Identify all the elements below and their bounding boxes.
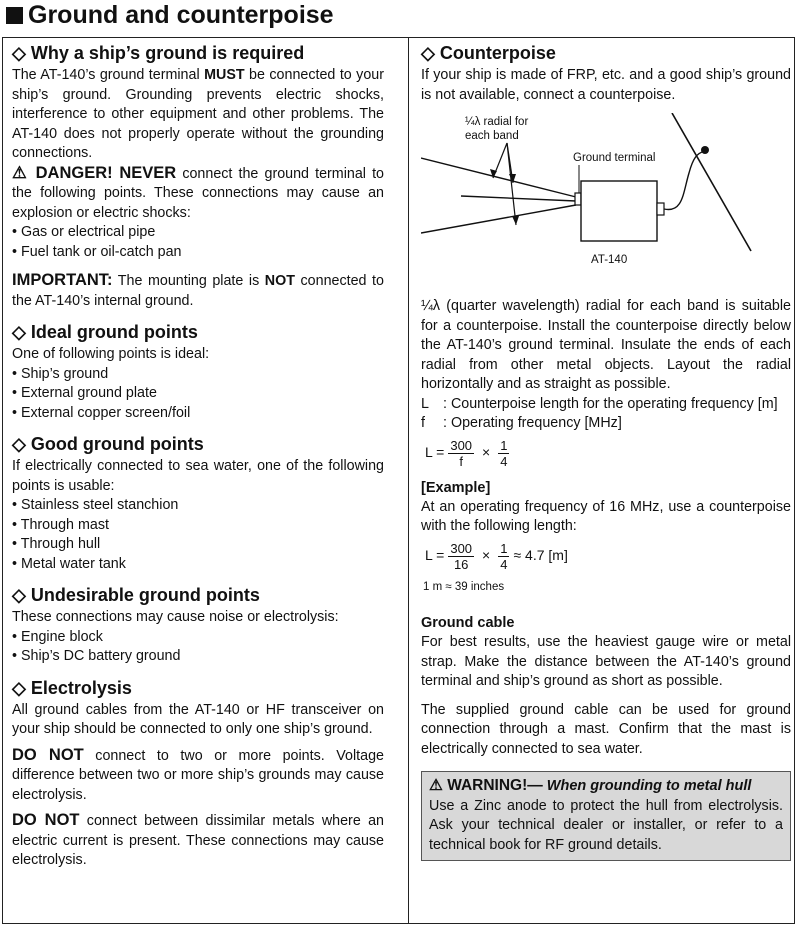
electrolysis-p2-text: connect to two or more points. Voltage difference between two or more ship’s grounds may cause electrolysis. (12, 747, 384, 803)
example-fraction-2 (498, 541, 509, 572)
fig-device-label: AT-140 (591, 254, 628, 266)
heading-electrolysis: ◇ Electrolysis (12, 677, 132, 698)
example-result: ≈ 4.7 [m] (513, 547, 568, 564)
danger-list (12, 223, 384, 262)
formula-lhs: L = (425, 444, 445, 461)
counterpoise-diagram (421, 113, 791, 283)
important-not: NOT (264, 273, 295, 289)
page-title (6, 0, 334, 32)
example-times: × (482, 547, 491, 564)
left-column (12, 41, 384, 871)
ground-terminal-shape (575, 193, 581, 205)
definition-f-text: : Operating frequency [MHz] (443, 415, 622, 431)
section-electrolysis (12, 676, 384, 871)
at140-box (581, 181, 657, 241)
fig-ground-terminal-label: Ground terminal (573, 152, 656, 164)
formula-den-2: 4 (500, 453, 508, 469)
list-item: • External copper screen/foil (12, 404, 384, 424)
danger-label: ⚠ DANGER! NEVER (12, 163, 177, 182)
undesirable-intro: These connections may cause noise or electrolysis: (12, 609, 339, 625)
why-ground-paragraph (12, 66, 384, 164)
list-item: • Engine block (12, 628, 384, 648)
list-item: • Ship’s ground (12, 365, 384, 385)
formula-den-1: f (459, 453, 463, 469)
do-not-label: DO NOT (12, 811, 80, 829)
warning-heading (429, 775, 783, 797)
list-item: • Gas or electrical pipe (12, 223, 384, 243)
page-title-text: Ground and counterpoise (28, 1, 334, 29)
definition-L-key: L (421, 395, 429, 412)
warning-title: ⚠ WARNING!— (429, 777, 543, 794)
heading-ground-cable: Ground cable (421, 615, 515, 631)
example-formula (425, 541, 791, 572)
example-num-2: 1 (500, 540, 508, 556)
column-divider (408, 37, 409, 924)
formula-fraction-2 (498, 438, 509, 469)
section-ground-cable (421, 613, 791, 759)
electrolysis-p1: All ground cables from the AT-140 or HF transceiver on your ship should be connected to only one ship’s ground. (12, 701, 384, 737)
fig-radial-label-2: each band (465, 130, 519, 142)
heading-good: ◇ Good ground points (12, 434, 204, 454)
example-den-2: 4 (500, 556, 508, 572)
important-text-b: The mounting plate is (112, 273, 265, 289)
example-text: At an operating frequency of 16 MHz, use a counterpoise with the following length: (421, 498, 791, 534)
mast-line (672, 113, 751, 251)
heading-ideal: ◇ Ideal ground points (12, 322, 198, 342)
formula-fraction-1 (448, 438, 474, 469)
good-intro: If electrically connected to sea water, one of the following points is usable: (12, 458, 384, 494)
why-text-c: be connected to your ship’s ground. Grounding prevents electric shocks, interference to other equipment and other problems. The AT-140 does not properly operate without the grounding connections. (12, 67, 384, 161)
heading-why-ground: ◇ Why a ship’s ground is required (12, 43, 305, 63)
radial-line-lower (421, 205, 576, 233)
important-paragraph (12, 271, 384, 311)
definition-f-key: f (421, 415, 425, 431)
definition-L (421, 395, 791, 415)
list-item: • Stainless steel stanchion (12, 496, 384, 516)
good-list (12, 496, 384, 574)
do-not-label: DO NOT (12, 745, 84, 764)
list-item: • Metal water tank (12, 555, 384, 575)
why-must: MUST (204, 67, 245, 83)
mast-connection-point (701, 146, 709, 154)
counterpoise-formula (425, 438, 791, 469)
definition-L-text: : Counterpoise length for the operating frequency [m] (443, 395, 778, 412)
section-example (421, 478, 791, 598)
heading-undesirable: ◇ Undesirable ground points (12, 585, 260, 605)
unit-conversion: 1 m ≈ 39 inches (423, 580, 505, 593)
list-item: • External ground plate (12, 384, 384, 404)
electrolysis-p2 (12, 746, 384, 806)
warning-text: Use a Zinc anode to protect the hull from electrolysis. Ask your technical dealer or installer, or refer to a technical book for RF ground details. (429, 797, 783, 853)
list-item: • Through hull (12, 535, 384, 555)
warning-subtitle: When grounding to metal hull (542, 778, 752, 794)
warning-box (421, 771, 791, 861)
section-ideal (12, 320, 384, 423)
example-num-1: 300 (450, 540, 473, 556)
why-text-a: The AT-140’s ground terminal (12, 67, 205, 83)
formula-num-2: 1 (500, 437, 508, 453)
heading-counterpoise: ◇ Counterpoise (421, 43, 556, 63)
radial-line-middle (461, 196, 576, 201)
list-item: • Fuel tank or oil-catch pan (12, 243, 384, 263)
important-text-d: connected to the AT-140’s internal ground. (12, 273, 384, 309)
electrolysis-p3-text: connect between dissimilar metals where an electric current is present. These connections may cause electrolysis. (12, 813, 384, 868)
label-arrowhead-3 (512, 216, 519, 225)
definition-f (421, 414, 791, 434)
danger-paragraph (12, 164, 384, 224)
example-fraction-1 (448, 541, 474, 572)
counterpoise-p1: ¼λ (quarter wavelength) radial for each band is suitable for a counterpoise. Install the counterpoise directly below the AT-140’s ground terminal. Insulate the ends of each radial from other metal objects. Layout the radial horizontally and as straight as possible. (421, 298, 791, 392)
ideal-intro: One of following points is ideal: (12, 346, 210, 362)
section-good (12, 432, 384, 574)
list-item: • Through mast (12, 516, 384, 536)
section-undesirable (12, 583, 384, 667)
example-lhs: L = (425, 547, 445, 564)
ideal-list (12, 365, 384, 424)
ground-cable-p1: For best results, use the heaviest gauge wire or metal strap. Make the distance between the AT-140’s ground terminal and ship’s ground as short as possible. (421, 634, 791, 689)
counterpoise-intro: If your ship is made of FRP, etc. and a good ship’s ground is not available, connect a counterpoise. (421, 67, 791, 103)
electrolysis-p3 (12, 811, 384, 871)
formula-times: × (482, 444, 491, 461)
title-square-icon (6, 7, 23, 24)
heading-example: [Example] (421, 479, 491, 496)
right-column (421, 41, 791, 861)
fig-radial-label-1: ¼λ radial for (465, 116, 529, 128)
section-counterpoise (421, 41, 791, 469)
important-label: IMPORTANT: (12, 271, 113, 289)
section-why-ground (12, 41, 384, 311)
example-den-1: 16 (453, 556, 469, 572)
formula-num-1: 300 (450, 437, 473, 453)
danger-text: connect the ground terminal to the following points. These connections may cause an explosion or electric shocks: (12, 165, 384, 221)
ground-cable-p2: The supplied ground cable can be used for ground connection through a mast. Confirm that the mast is electrically connected to sea water. (421, 701, 791, 757)
list-item: • Ship’s DC battery ground (12, 647, 384, 667)
at140-connector (657, 203, 664, 215)
undesirable-list (12, 628, 384, 667)
label-arrow-3 (507, 143, 516, 225)
